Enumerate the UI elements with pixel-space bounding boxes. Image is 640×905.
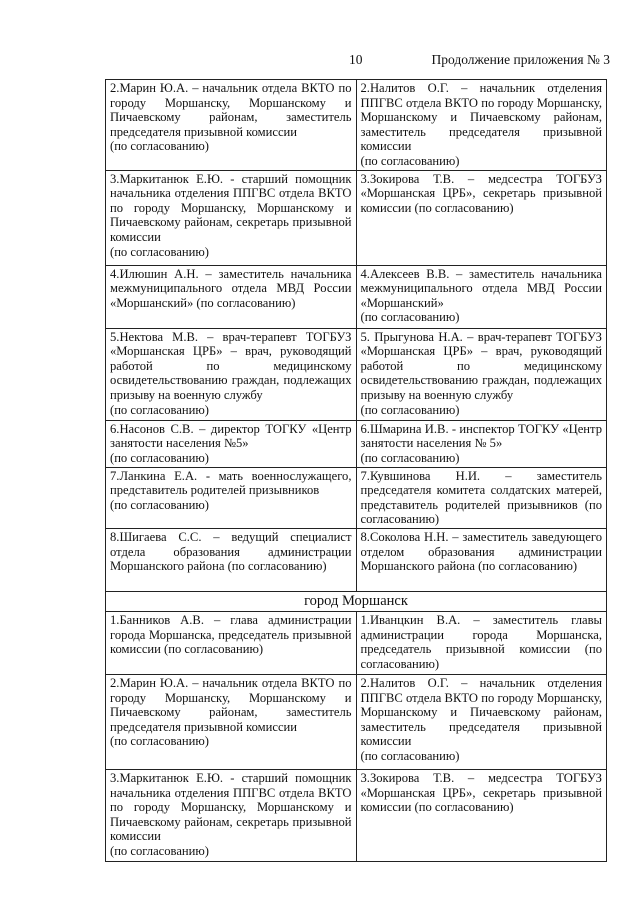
main-member-cell: 6.Насонов С.В. – директор ТОГКУ «Центр занятости населения №5» (по согласованию) — [106, 420, 357, 467]
reserve-member-cell: 1.Иванцкин В.А. – заместитель главы администрации города Моршанска, председатель призывной комиссии (по согласованию) — [356, 611, 607, 674]
main-member-cell: 1.Банников А.В. – глава администрации города Моршанска, председатель призывной комиссии (по согласованию) — [106, 611, 357, 674]
reserve-member-cell: 8.Соколова Н.Н. – заместитель заведующего отделом образования администрации Моршанского района (по согласованию) — [356, 528, 607, 591]
table-row — [106, 769, 607, 861]
reserve-member-cell: 6.Шмарина И.В. - инспектор ТОГКУ «Центр занятости населения № 5» (по согласованию) — [356, 420, 607, 467]
table-row — [106, 420, 607, 467]
reserve-member-cell: 5. Прыгунова Н.А. – врач-терапевт ТОГБУЗ «Моршанская ЦРБ» – врач, руководящий работой по медицинскому освидетельствованию граждан, подлежащих призыву на военную службу (по согласованию) — [356, 328, 607, 420]
main-member-cell: 3.Маркитанюк Е.Ю. - старший помощник начальника отделения ППГВС отдела ВКТО по городу Моршанску, Моршанскому и Пичаевскому районам, секретарь призывной комиссии (по согласованию) — [106, 769, 357, 861]
page-header — [0, 52, 640, 72]
reserve-member-cell: 2.Налитов О.Г. – начальник отделения ППГВС отдела ВКТО по городу Моршанску, Моршанскому и Пичаевскому районам, заместитель председателя призывной комиссии (по согласованию) — [356, 674, 607, 769]
main-member-cell: 5.Нектова М.В. – врач-терапевт ТОГБУЗ «Моршанская ЦРБ» – врач, руководящий работой по медицинскому освидетельствованию граждан, подлежащих призыву на военную службу (по согласованию) — [106, 328, 357, 420]
table-row — [106, 328, 607, 420]
reserve-member-cell: 2.Налитов О.Г. – начальник отделения ППГВС отдела ВКТО по городу Моршанску, Моршанскому и Пичаевскому районам, заместитель председателя призывной комиссии (по согласованию) — [356, 80, 607, 171]
table-row — [106, 170, 607, 265]
commission-members-table — [105, 79, 607, 862]
appendix-continuation-label: Продолжение приложения № 3 — [431, 52, 610, 67]
page-number: 10 — [349, 52, 363, 67]
table-row — [106, 674, 607, 769]
section-title: город Моршанск — [106, 591, 607, 611]
table-row — [106, 611, 607, 674]
main-member-cell: 4.Илюшин А.Н. – заместитель начальника межмуниципального отдела МВД России «Моршанский» (по согласованию) — [106, 265, 357, 328]
reserve-member-cell: 3.Зокирова Т.В. – медсестра ТОГБУЗ «Моршанская ЦРБ», секретарь призывной комиссии (по согласованию) — [356, 769, 607, 861]
main-member-cell: 2.Марин Ю.А. – начальник отдела ВКТО по городу Моршанску, Моршанскому и Пичаевскому районам, заместитель председателя призывной комиссии (по согласованию) — [106, 674, 357, 769]
reserve-member-cell: 7.Кувшинова Н.И. – заместитель председателя комитета солдатских матерей, представитель родителей призывников (по согласованию) — [356, 467, 607, 528]
main-member-cell: 3.Маркитанюк Е.Ю. - старший помощник начальника отделения ППГВС отдела ВКТО по городу Моршанску, Моршанскому и Пичаевскому районам, секретарь призывной комиссии (по согласованию) — [106, 170, 357, 265]
table-row — [106, 528, 607, 591]
main-member-cell: 7.Ланкина Е.А. - мать военнослужащего, представитель родителей призывников (по согласованию) — [106, 467, 357, 528]
main-member-cell: 2.Марин Ю.А. – начальник отдела ВКТО по городу Моршанску, Моршанскому и Пичаевскому районам, заместитель председателя призывной комиссии (по согласованию) — [106, 80, 357, 171]
main-member-cell: 8.Шигаева С.С. – ведущий специалист отдела образования администрации Моршанского района (по согласованию) — [106, 528, 357, 591]
table-row — [106, 80, 607, 171]
table-row — [106, 265, 607, 328]
reserve-member-cell: 3.Зокирова Т.В. – медсестра ТОГБУЗ «Моршанская ЦРБ», секретарь призывной комиссии (по согласованию) — [356, 170, 607, 265]
reserve-member-cell: 4.Алексеев В.В. – заместитель начальника межмуниципального отдела МВД России «Моршанский» (по согласованию) — [356, 265, 607, 328]
table-row — [106, 467, 607, 528]
section-header-row — [106, 591, 607, 611]
